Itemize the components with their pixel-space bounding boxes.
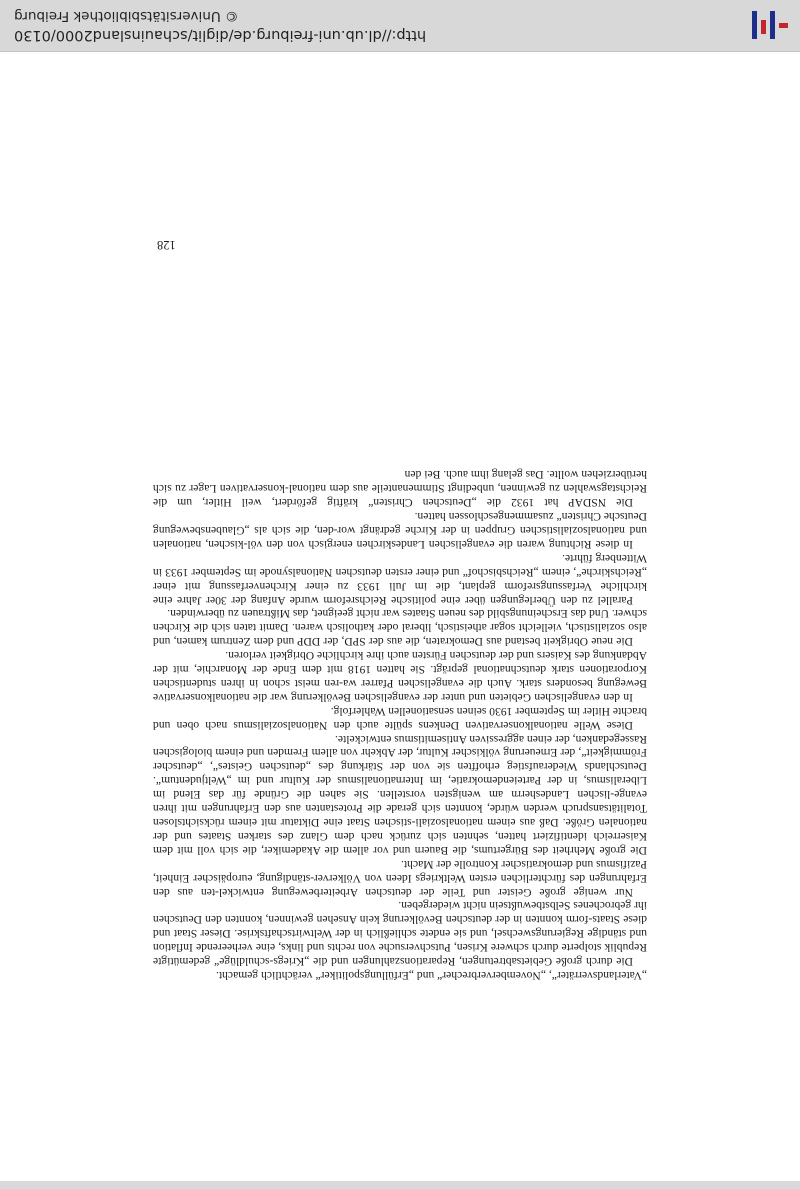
paragraph: Diese Welle nationalkonservativen Denkens spülte auch den Nationalsozialismus nach oben und brachte Hitler im September 1930 seinen sensationellen Wahlerfolg. <box>153 704 647 732</box>
paragraph: Parallel zu den Überlegungen über eine politische Reichsreform wurde Anfang der 30er Jahre eine kirchliche Verfassungsreform geplant, die im Juli 1933 zu einer Kirchenverfassung mit einer „Reichskirche“, einem „Reichsbischof“ und einer ersten deutschen Nationalsynode im September 1933 in Wittenberg führte. <box>153 551 647 607</box>
paragraph: In den evangelischen Gebieten und unter der evangelischen Bevölkerung war die nationalkonservative Bewegung besonders stark. Auch die evangelischen Pfarrer wa-ren meist schon in ihren studentischen Korporationen stark deutschnational geprägt. Sie hatten 1918 mit dem Ende der Monarchie, mit der Abdankung des Kaisers und der deutschen Fürsten auch ihre kirchliche Obrigkeit verloren. <box>153 649 647 704</box>
university-freiburg-logo-icon <box>750 9 790 41</box>
paragraph: Die neue Obrigkeit bestand aus Demokraten, die aus der SPD, der DDP und dem Zentrum kamen, und also sozialistisch, vielleicht sogar atheistisch, liberal oder katholisch waren. Damit taten sich die Kirchen schwer. Und das Erscheinungsbild des neuen Staates war nicht geeignet, das Mißtrauen zu überwinden. <box>153 607 647 649</box>
paragraph: Nur wenige große Geister und Teile der deutschen Arbeiterbewegung entwickel-ten aus den Erfahrungen des fürchterlichen ersten Weltkriegs Ideen von Völkerver-ständigung, europäischer Einheit, Pazifismus und demokratischer Kontrolle der Macht. <box>153 857 647 899</box>
paragraph: Die NSDAP hat 1932 die „Deutschen Christen“ kräftig gefördert, weil Hitler, um die Reichstagswahlen zu gewinnen, unbedingt Stimmenanteile aus dem national-konservativen Lager zu sich herüberziehen wollte. Das gelang ihm auch. Bei den <box>153 468 647 510</box>
paragraph: In diese Richtung waren die evangelischen Landeskirchen energisch von den völ-kischen, nationalen und nationalsozialistischen Gruppen in der Kirche gedrängt wor-den, die sich als „Glaubensbewegung Deutsche Christen“ zusammengeschlossen hatten. <box>153 510 647 551</box>
page-text-block <box>153 467 647 982</box>
viewer-top-strip <box>0 1181 800 1189</box>
document-url[interactable]: http://dl.ub.uni-freiburg.de/diglit/schauinsland2000/0130 <box>14 27 427 43</box>
page-number: 128 <box>157 238 176 252</box>
paragraph: Die durch große Gebietsabtretungen, Reparationszahlungen und die „Kriegs-schuldlüge“ gedemütigte Republik stolperte durch schwere Krisen, Putschversuche von rechts und links, eine verheerende Inflation und ständige Regierungswechsel, und sie endete schließlich in der Weltwirtschaftskrise. Dieser Staat und diese Staats-form konnten in der deutschen Bevölkerung kein Ansehen gewinnen, konnten den Deutschen ihr gebrochenes Selbstbewußtsein nicht wiedergeben. <box>153 899 647 969</box>
copyright-notice: © Universitätsbibliothek Freiburg <box>14 8 239 24</box>
paragraph: „Vaterlandsverräter“, „Novemberverbrecher“ und „Erfüllungspolitiker“ verächtlich gemacht. <box>215 969 647 982</box>
paragraph: Die große Mehrheit des Bürgertums, die Bauern und vor allem die Akademiker, die sich voll mit dem Kaiserreich identifiziert hatten, sehnten sich zurück nach dem Glanz des starken Staates und der nationalen Größe. Daß aus einem nationalsoziali-stischen Staat eine Diktatur mit einem rücksichtslosen Totalitätsanspruch werden würde, konnten sich gerade die Protestanten aus den Erfahrungen mit ihren evange-lischen Landesherrn am wenigsten vorstellen. Sie sahen die Gründe für das Elend im Liberalismus, in der Parteiendemokratie, im Internationalismus der Kultur und im „Weltjudentum“. Deutschlands Wiederaufstieg erhofften sie von der Stärkung des „deutschen Geistes“, „deutscher Frömmigkeit“, der Erneuerung völkischer Kultur, der Abkehr von allem Fremden und einem biologischen Rassegedanken, der einen aggressiven Antisemitismus entwickelte. <box>153 732 647 857</box>
footer-bar <box>0 0 800 52</box>
